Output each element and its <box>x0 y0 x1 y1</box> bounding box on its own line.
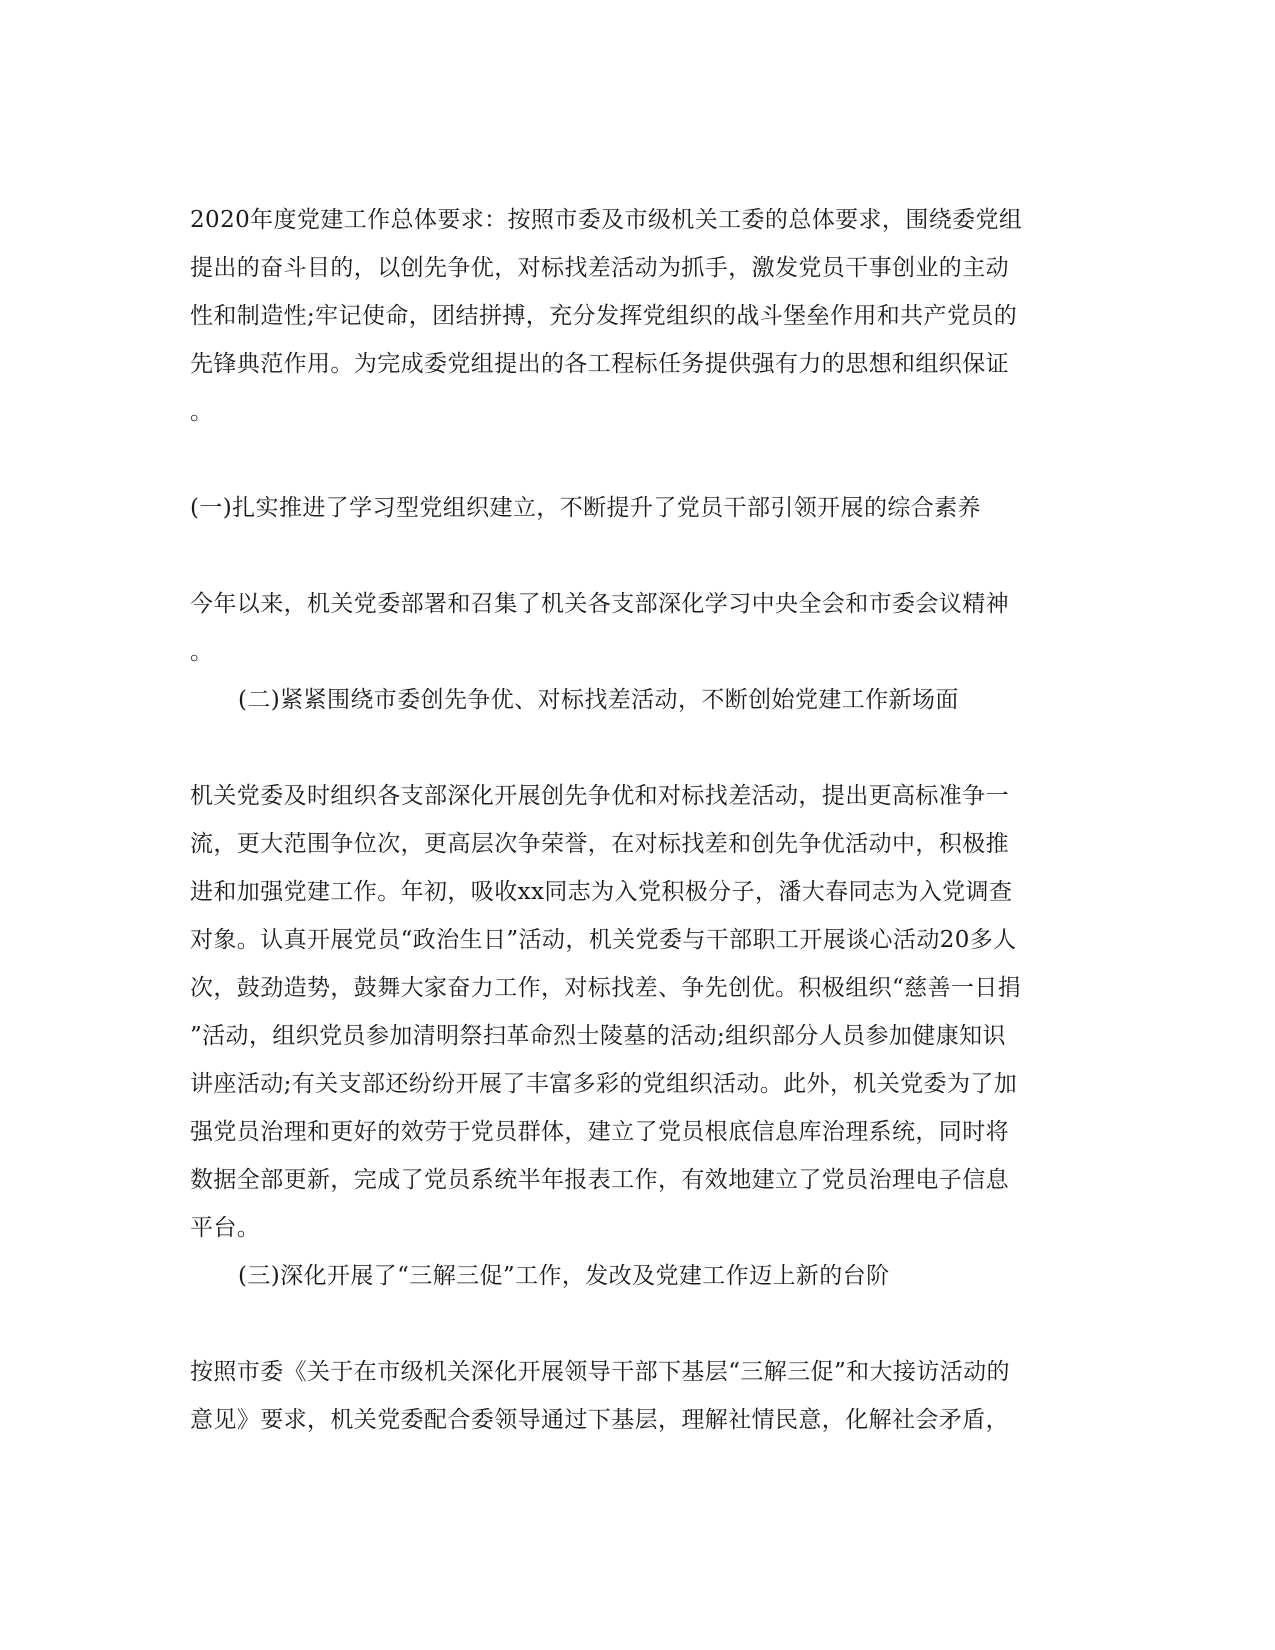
intro-line: 2020年度党建工作总体要求：按照市委及市级机关工委的总体要求，围绕委党组 <box>190 207 1023 233</box>
section-line: 机关党委及时组织各支部深化开展创先争优和对标找差活动，提出更高标准争一 <box>190 783 1009 809</box>
section-line: 。 <box>190 639 214 665</box>
section-heading: (三)深化开展了“三解三促”工作，发改及党建工作迈上新的台阶 <box>238 1263 890 1289</box>
intro-line: 先锋典范作用。为完成委党组提出的各工程标任务提供强有力的思想和组织保证 <box>190 351 1009 377</box>
section-line: 数据全部更新，完成了党员系统半年报表工作，有效地建立了党员治理电子信息 <box>190 1167 1009 1193</box>
section-line: 对象。认真开展党员“政治生日”活动，机关党委与干部职工开展谈心活动20多人 <box>190 927 1017 953</box>
intro-line: 性和制造性;牢记使命，团结拼搏，充分发挥党组织的战斗堡垒作用和共产党员的 <box>190 303 1018 329</box>
section-line: 按照市委《关于在市级机关深化开展领导干部下基层“三解三促”和大接访活动的 <box>190 1359 1010 1385</box>
section-line: 意见》要求，机关党委配合委领导通过下基层，理解社情民意，化解社会矛盾， <box>190 1407 1009 1433</box>
section-line: 今年以来，机关党委部署和召集了机关各支部深化学习中央全会和市委会议精神 <box>190 591 1009 617</box>
section-line: ”活动，组织党员参加清明祭扫革命烈士陵墓的活动;组织部分人员参加健康知识 <box>190 1023 1006 1049</box>
section-heading: (二)紧紧围绕市委创先争优、对标找差活动，不断创始党建工作新场面 <box>238 687 959 713</box>
section-line: 平台。 <box>190 1215 261 1241</box>
intro-line: 。 <box>190 399 214 425</box>
section-line: 进和加强党建工作。年初，吸收xx同志为入党积极分子，潘大春同志为入党调查 <box>190 879 1013 905</box>
section-line: 强党员治理和更好的效劳于党员群体，建立了党员根底信息库治理系统，同时将 <box>190 1119 1009 1145</box>
section-line: 次，鼓劲造势，鼓舞大家奋力工作，对标找差、争先创优。积极组织“慈善一日捐 <box>190 975 1022 1001</box>
section-line: 讲座活动;有关支部还纷纷开展了丰富多彩的党组织活动。此外，机关党委为了加 <box>190 1071 1018 1097</box>
section-heading: (一)扎实推进了学习型党组织建立，不断提升了党员干部引领开展的综合素养 <box>190 495 981 521</box>
intro-line: 提出的奋斗目的，以创先争优，对标找差活动为抓手，激发党员干事创业的主动 <box>190 255 1009 281</box>
section-line: 流，更大范围争位次，更高层次争荣誉，在对标找差和创先争优活动中，积极推 <box>190 831 1009 857</box>
